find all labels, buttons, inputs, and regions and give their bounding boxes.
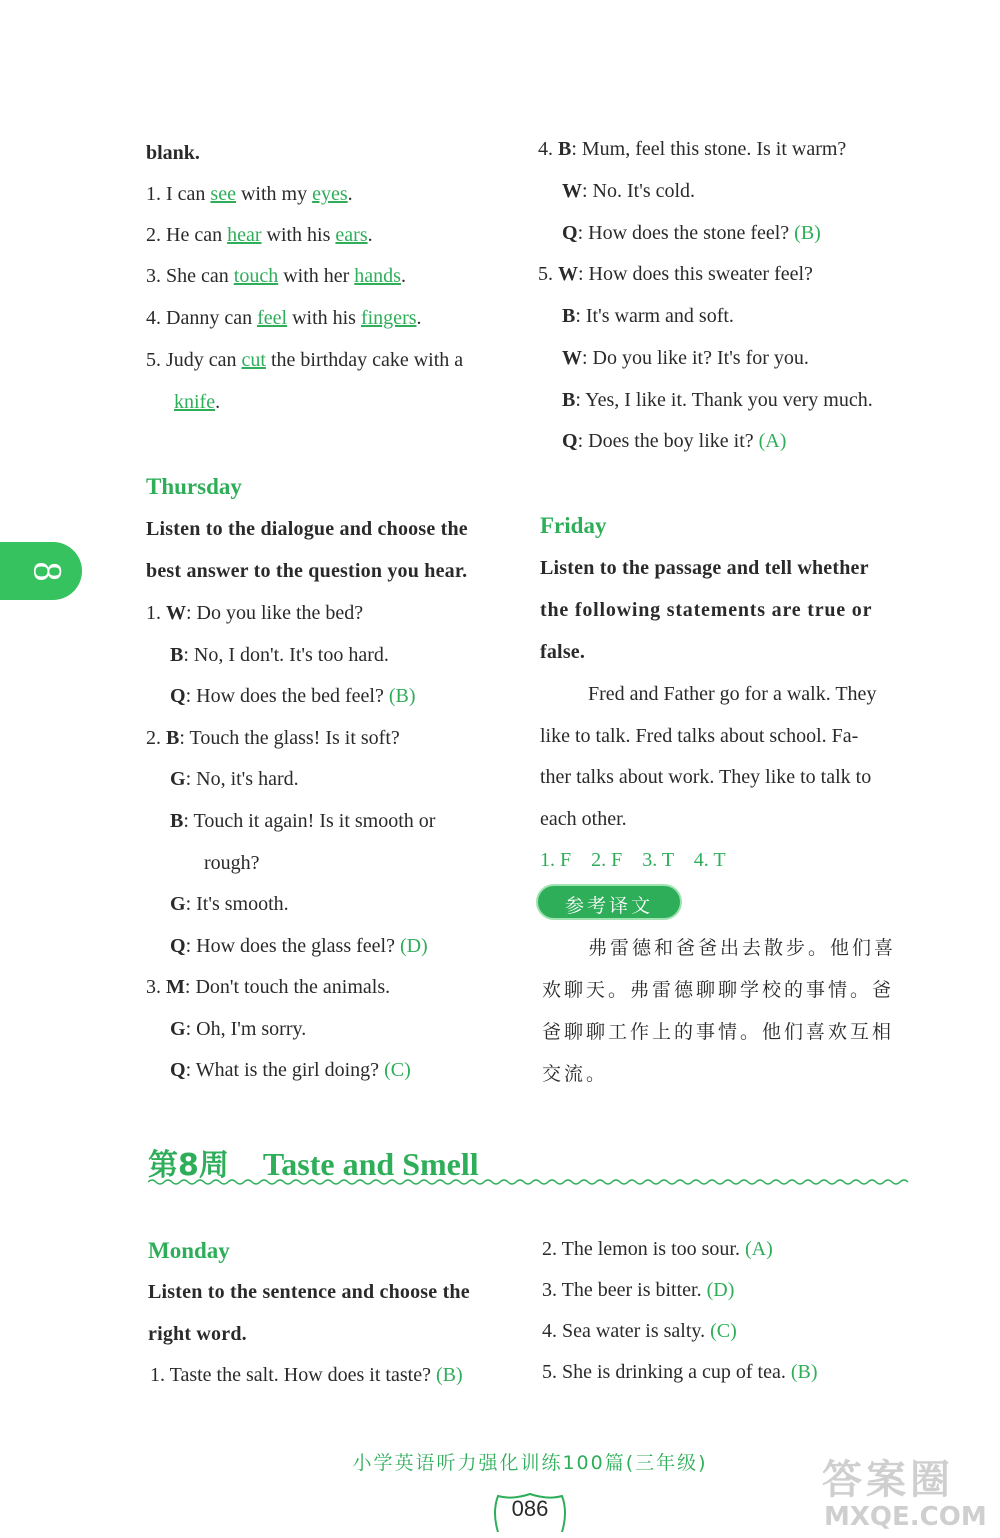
dialogue-line: B: Yes, I like it. Thank you very much. <box>562 389 873 411</box>
list-item: 5. She is drinking a cup of tea. (B) <box>542 1361 818 1383</box>
section-title-monday: Monday <box>148 1238 230 1263</box>
list-item: 2. The lemon is too sour. (A) <box>542 1238 773 1260</box>
translation-line: 欢聊天。弗雷德聊聊学校的事情。爸 <box>542 979 895 1001</box>
friday-instruction-line-3: false. <box>540 641 586 663</box>
blank-heading: blank. <box>146 142 200 164</box>
answer-label: (D) <box>706 1279 735 1301</box>
friday-answers: 1. F 2. F 3. T 4. T <box>540 849 726 871</box>
monday-instruction-line-2: right word. <box>148 1323 247 1345</box>
friday-instruction-line-1: Listen to the passage and tell whether <box>540 557 869 579</box>
list-item: 3. She can touch with her hands. <box>146 265 406 287</box>
dialogue-line: B: No, I don't. It's too hard. <box>170 644 389 666</box>
section-title-friday: Friday <box>540 513 607 538</box>
list-item: 2. He can hear with his ears. <box>146 224 373 246</box>
week-label: 第8周 <box>148 1148 229 1183</box>
dialogue-line: W: No. It's cold. <box>562 180 696 202</box>
translation-line: 弗雷德和爸爸出去散步。他们喜 <box>588 937 897 959</box>
thursday-instruction-line-1: Listen to the dialogue and choose the <box>146 518 468 540</box>
watermark-top-text: 答案圈 <box>822 1457 954 1503</box>
dialogue-line: Q: How does the bed feel? (B) <box>170 685 416 707</box>
watermark <box>822 1448 992 1534</box>
footer-book-title: 小学英语听力强化训练100篇(三年级) <box>352 1452 708 1474</box>
answer-label: (B) <box>794 222 821 244</box>
thursday-instruction-line-2: best answer to the question you hear. <box>146 560 468 582</box>
dialogue-line: G: No, it's hard. <box>170 768 299 790</box>
translation-badge: 参考译文 <box>536 884 682 920</box>
answer-label: (D) <box>399 935 428 957</box>
list-item: 1. I can see with my eyes. <box>146 183 353 205</box>
answer-label: (C) <box>384 1059 411 1081</box>
dialogue-line: Q: How does the stone feel? (B) <box>562 222 821 244</box>
translation-line: 交流。 <box>542 1063 609 1085</box>
answer-label: (B) <box>388 685 416 707</box>
list-item-continued: knife. <box>174 391 221 413</box>
list-item: 4. Sea water is salty. (C) <box>542 1320 737 1342</box>
dialogue-line: Q: How does the glass feel? (D) <box>170 935 428 957</box>
passage-line: each other. <box>540 808 627 830</box>
dialogue-line: 4. B: Mum, feel this stone. Is it warm? <box>538 138 847 160</box>
passage-line: ther talks about work. They like to talk to <box>540 766 872 788</box>
dialogue-line: 2. B: Touch the glass! Is it soft? <box>146 727 400 749</box>
passage-line: like to talk. Fred talks about school. Fa- <box>540 725 859 747</box>
chapter-side-tab-number: 8 <box>25 561 71 582</box>
dialogue-line: G: It's smooth. <box>170 893 289 915</box>
monday-instruction-line-1: Listen to the sentence and choose the <box>148 1281 470 1303</box>
answer-label: (B) <box>435 1364 463 1386</box>
dialogue-line: Q: What is the girl doing? (C) <box>170 1059 411 1081</box>
answer-label: (C) <box>710 1320 737 1342</box>
dialogue-line: Q: Does the boy like it? (A) <box>562 430 787 452</box>
list-item: 1. Taste the salt. How does it taste? (B) <box>150 1364 463 1386</box>
week-title: Taste and Smell <box>262 1146 479 1182</box>
wavy-divider <box>148 1178 910 1186</box>
answer-label: (A) <box>758 430 787 452</box>
page-number: 086 <box>511 1496 549 1521</box>
list-item: 3. The beer is bitter. (D) <box>542 1279 735 1301</box>
friday-instruction-line-2: the following statements are true or <box>540 599 873 621</box>
dialogue-line: 5. W: How does this sweater feel? <box>538 263 813 285</box>
answer-label: (B) <box>790 1361 818 1383</box>
passage-line: Fred and Father go for a walk. They <box>588 683 877 705</box>
list-item: 5. Judy can cut the birthday cake with a <box>146 349 464 371</box>
dialogue-line: 1. W: Do you like the bed? <box>146 602 364 624</box>
list-item: 4. Danny can feel with his fingers. <box>146 307 422 329</box>
watermark-bottom-text: MXQE.COM <box>824 1502 987 1532</box>
dialogue-line: B: Touch it again! Is it smooth or <box>170 810 436 832</box>
dialogue-line: G: Oh, I'm sorry. <box>170 1018 307 1040</box>
section-title-thursday: Thursday <box>146 474 242 499</box>
dialogue-line-continued: rough? <box>204 852 260 874</box>
dialogue-line: W: Do you like it? It's for you. <box>562 347 809 369</box>
translation-line: 爸聊聊工作上的事情。他们喜欢互相 <box>542 1021 895 1043</box>
dialogue-line: 3. M: Don't touch the animals. <box>146 976 391 998</box>
dialogue-line: B: It's warm and soft. <box>562 305 734 327</box>
answer-label: (A) <box>744 1238 773 1260</box>
